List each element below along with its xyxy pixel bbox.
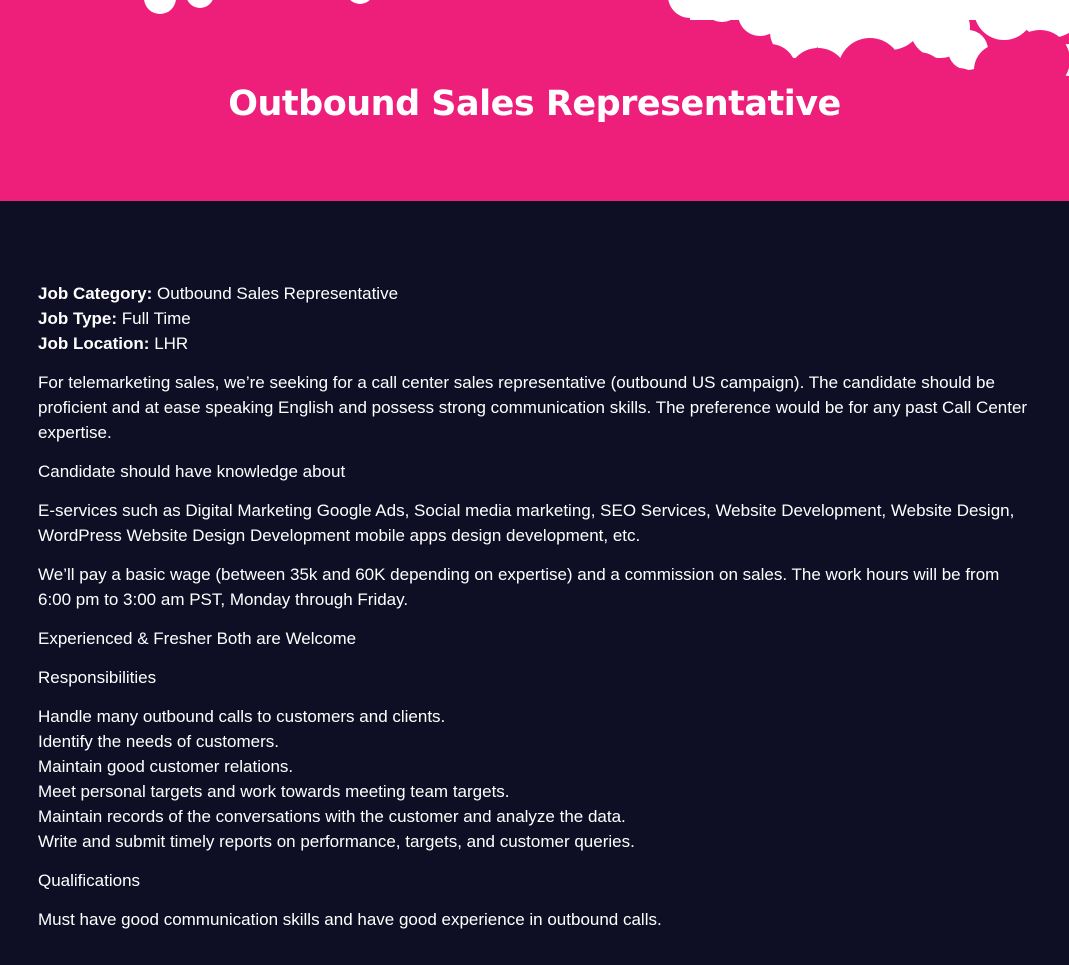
qualification-text: Must have good communication skills and have good experience in outbound calls.	[38, 910, 662, 929]
list-item: Maintain records of the conversations with the customer and analyze the data.	[38, 807, 626, 826]
job-meta	[38, 281, 1033, 356]
intro-paragraph: For telemarketing sales, we’re seeking for a call center sales representative (outbound US campaign). The candidate should be proficient and at ease speaking English and possess strong communication skills. The preference would be for any past Call Center expertise.	[38, 373, 1028, 442]
qualifications-heading: Qualifications	[38, 871, 141, 890]
job-description	[38, 281, 1033, 946]
welcome-text: Experienced & Fresher Both are Welcome	[38, 629, 357, 648]
job-location-label: Job Location:	[38, 334, 150, 353]
job-type-line	[38, 306, 1033, 331]
list-item: Identify the needs of customers.	[38, 732, 279, 751]
responsibilities-heading: Responsibilities	[38, 668, 157, 687]
list-item: Maintain good customer relations.	[38, 757, 294, 776]
list-item: Meet personal targets and work towards meeting team targets.	[38, 782, 510, 801]
job-location-value: LHR	[154, 334, 189, 353]
job-category-value: Outbound Sales Representative	[157, 284, 399, 303]
hero-banner	[0, 0, 1069, 201]
job-type-label: Job Type:	[38, 309, 118, 328]
job-category-label: Job Category:	[38, 284, 153, 303]
page-title: Outbound Sales Representative	[228, 84, 841, 124]
list-item: Handle many outbound calls to customers and clients.	[38, 707, 446, 726]
compensation-paragraph: We’ll pay a basic wage (between 35k and 60K depending on expertise) and a commission on sales. The work hours will be from 6:00 pm to 3:00 am PST, Monday through Friday.	[38, 565, 1000, 609]
list-item: Write and submit timely reports on performance, targets, and customer queries.	[38, 832, 635, 851]
responsibilities-list	[38, 704, 1033, 854]
services-paragraph: E-services such as Digital Marketing Google Ads, Social media marketing, SEO Services, Website Development, Website Design, WordPress Website Design Development mobile apps design development, etc.	[38, 501, 1015, 545]
job-category-line	[38, 281, 1033, 306]
knowledge-heading: Candidate should have knowledge about	[38, 462, 346, 481]
job-location-line	[38, 331, 1033, 356]
job-type-value: Full Time	[121, 309, 191, 328]
